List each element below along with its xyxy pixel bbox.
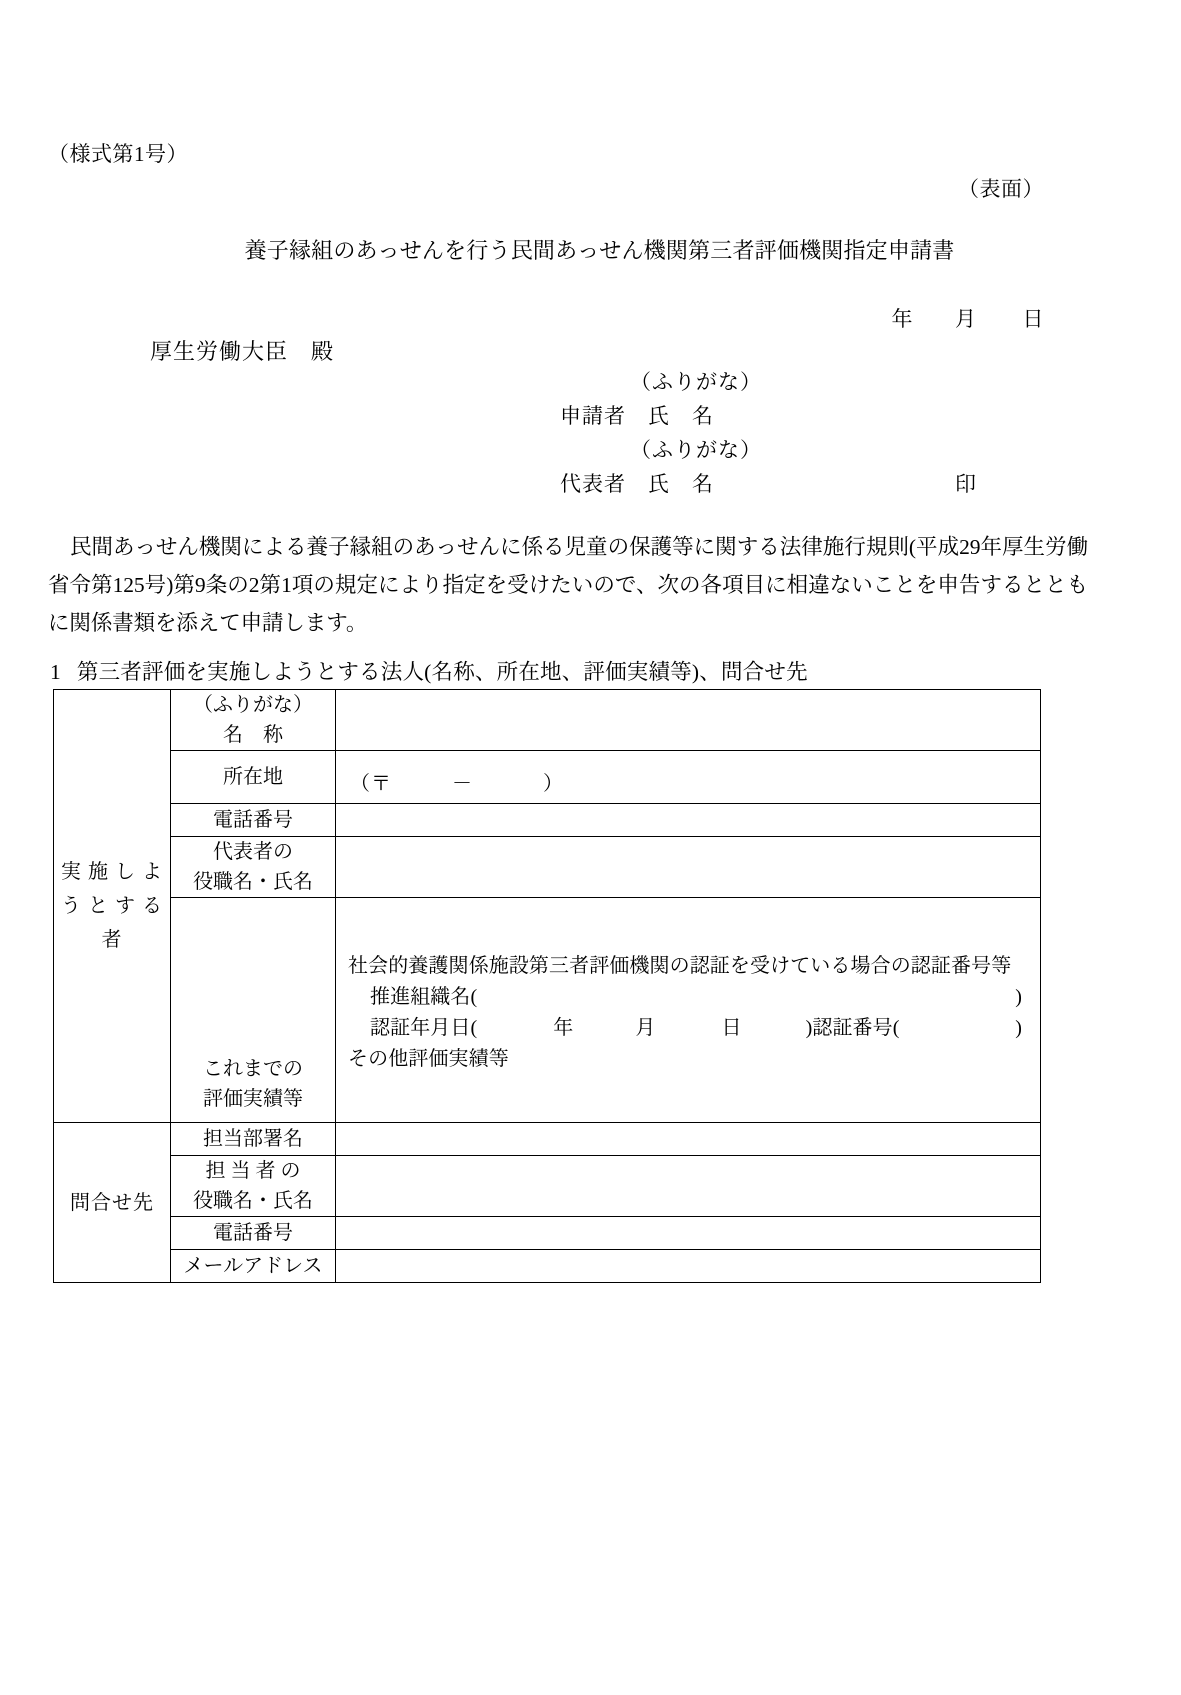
- row-label-email: メールアドレス: [171, 1250, 336, 1283]
- row-label-address: 所在地: [171, 751, 336, 804]
- row-label-department: 担当部署名: [171, 1123, 336, 1156]
- row-value-department[interactable]: [336, 1123, 1041, 1156]
- row-label-evaluation-record: [171, 898, 336, 1123]
- representative-furigana-label: （ふりがな）: [630, 438, 762, 462]
- promotion-organization-close-paren: ): [1015, 986, 1022, 1008]
- section-1-number: 1: [50, 660, 61, 684]
- representative-name-label: 代表者 氏 名: [560, 472, 714, 496]
- table-row: [54, 1156, 1041, 1217]
- row-value-evaluation-record[interactable]: [336, 898, 1041, 1123]
- row-label-representative-line1: 代表者の: [213, 841, 293, 863]
- certification-number-close-paren: ): [1015, 1017, 1022, 1039]
- table-row: [54, 804, 1041, 837]
- body-paragraph: 民間あっせん機関による養子縁組のあっせんに係る児童の保護等に関する法律施行規則(平成29年厚生労働省令第125号)第9条の2第1項の規定により指定を受けたいので、次の各項目に相違ないことを申告するとともに関係書類を添えて申請します。: [48, 535, 1088, 635]
- table-row: [54, 751, 1041, 804]
- date-line: [892, 303, 1045, 333]
- postal-dash: －: [452, 772, 473, 795]
- row-value-name[interactable]: [336, 690, 1041, 751]
- table-row: [54, 1250, 1041, 1283]
- table-row: [54, 690, 1041, 751]
- row-label-evaluation-record-line1: これまでの: [203, 1058, 303, 1080]
- row-label-contact-person-line2: 役職名・氏名: [193, 1190, 313, 1212]
- table-row: [54, 1217, 1041, 1250]
- certification-date-line[interactable]: [348, 1013, 1030, 1044]
- applicant-details-table: [53, 689, 1041, 1283]
- row-value-telephone[interactable]: [336, 804, 1041, 837]
- date-year-label: 年: [891, 307, 913, 331]
- representative-name-line: [560, 467, 1120, 502]
- certification-date-year: 年: [553, 1017, 574, 1039]
- certification-date-month: 月: [635, 1017, 656, 1039]
- certification-number-label: )認証番号(: [805, 1017, 900, 1039]
- row-value-contact-telephone[interactable]: [336, 1217, 1041, 1250]
- row-label-name-furigana: （ふりがな）: [193, 694, 313, 716]
- seal-mark: 印: [955, 472, 977, 496]
- applicant-name-label: 申請者 氏 名: [560, 404, 714, 428]
- section-1-title: 第三者評価を実施しようとする法人(名称、所在地、評価実績等)、問合せ先: [76, 660, 808, 684]
- row-label-contact-person-line1: 担 当 者 の: [205, 1160, 301, 1182]
- row-label-representative-line2: 役職名・氏名: [193, 871, 313, 893]
- postal-mark: （〒: [350, 772, 392, 795]
- row-label-name: [171, 690, 336, 751]
- row-value-contact-person[interactable]: [336, 1156, 1041, 1217]
- row-label-evaluation-record-line2: 評価実績等: [203, 1088, 303, 1110]
- row-value-representative[interactable]: [336, 837, 1041, 898]
- promotion-organization-line[interactable]: [348, 982, 1030, 1013]
- group-label-implementing-entity: 実 施 し よ う と す る 者: [54, 690, 171, 1123]
- page-side-label: （表面）: [958, 177, 1044, 201]
- document-title: 養子縁組のあっせんを行う民間あっせん機関第三者評価機関指定申請書: [244, 238, 955, 263]
- evaluation-record-content: [336, 945, 1040, 1075]
- date-month-label: 月: [955, 307, 977, 331]
- postal-close: ）: [543, 772, 564, 795]
- certification-heading: 社会的養護関係施設第三者評価機関の認証を受けている場合の認証番号等: [348, 955, 1012, 977]
- certification-date-day: 日: [721, 1017, 742, 1039]
- applicant-signature-block: [560, 366, 1120, 502]
- row-value-email[interactable]: [336, 1250, 1041, 1283]
- row-label-contact-telephone: 電話番号: [171, 1217, 336, 1250]
- applicant-name-line: [560, 399, 1120, 434]
- section-1-heading: [50, 655, 808, 686]
- table-row: [54, 837, 1041, 898]
- group-label-contact: 問合せ先: [54, 1123, 171, 1283]
- applicant-furigana-label: （ふりがな）: [630, 370, 762, 394]
- row-label-name-main: 名 称: [223, 724, 283, 746]
- row-label-telephone: 電話番号: [171, 804, 336, 837]
- table-row: [54, 1123, 1041, 1156]
- row-label-contact-person: [171, 1156, 336, 1217]
- row-value-address[interactable]: [336, 751, 1041, 804]
- other-evaluation-record-label: その他評価実績等: [348, 1048, 509, 1070]
- promotion-organization-label: 推進組織名(: [370, 986, 478, 1008]
- row-label-representative: [171, 837, 336, 898]
- addressee-line: 厚生労働大臣 殿: [150, 339, 335, 364]
- table-row: [54, 898, 1041, 1123]
- form-number: （様式第1号）: [48, 142, 188, 166]
- date-day-label: 日: [1022, 307, 1044, 331]
- postal-code-field[interactable]: [336, 759, 1040, 796]
- certification-date-label: 認証年月日(: [370, 1017, 478, 1039]
